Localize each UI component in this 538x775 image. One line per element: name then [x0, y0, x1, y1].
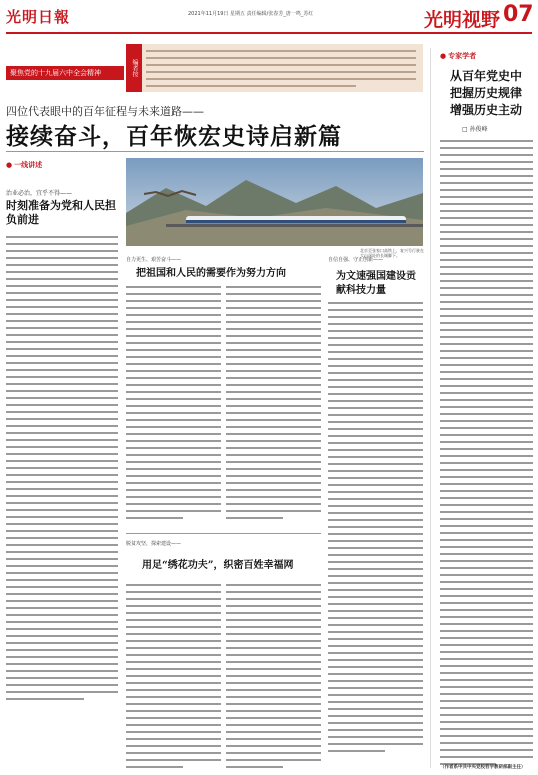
section-title: 用足“绣花功夫”，织密百姓幸福网 — [142, 560, 294, 571]
section-badge: ● 一线讲述 — [6, 160, 42, 170]
headline-rule — [6, 151, 424, 152]
column-divider — [430, 48, 431, 768]
section-kicker: 脱贫攻坚，探索建设—— — [126, 541, 182, 547]
section-kicker: 自力更生、艰苦奋斗—— — [126, 257, 182, 263]
section-title: 把祖国和人民的需要作为努力方向 — [136, 268, 286, 279]
section-title: 为文速强国建设贡献科技力量 — [336, 271, 416, 296]
header-rule — [6, 32, 532, 34]
article-body — [126, 584, 221, 773]
main-headline: 接续奋斗，百年恢宏史诗启新篇 — [6, 123, 342, 150]
date-line: 2021年11月19日 星期五 责任编辑/张春芳_唐一鸣_苏红 — [188, 11, 314, 17]
editor-note-tag: 编者按 — [126, 44, 142, 92]
section-kicker: 自信自强、守正创新—— — [328, 257, 384, 263]
article-body — [226, 286, 321, 524]
title-line: 增强历史主动 — [449, 103, 522, 117]
article-body — [328, 302, 423, 757]
author-note: （作者系中共中央党校哲学教研部副主任） — [440, 765, 526, 770]
title-line: 把握历史规律 — [449, 86, 522, 100]
section-name: 光明视野 — [424, 9, 501, 31]
page-number: 07 — [503, 2, 534, 27]
opinion-title — [440, 68, 532, 119]
section-badge: ● 专家学者 — [440, 51, 476, 61]
editor-note-box — [126, 44, 423, 92]
byline: □ 孙俊峰 — [462, 126, 488, 133]
series-tag: 聚焦党的十九届六中全会精神 — [6, 66, 124, 80]
train-photo — [126, 158, 423, 246]
section-title: 时刻准备为党和人民担负前进 — [6, 199, 116, 226]
title-line: 从百年党史中 — [449, 69, 522, 83]
article-body — [226, 584, 321, 773]
newspaper-masthead: 光明日報 — [6, 8, 71, 26]
photo-caption: 北京至张家口高铁上，复兴号行驶在大山深处的长城脚下。 — [360, 248, 424, 258]
article-body — [6, 236, 118, 705]
main-kicker: 四位代表眼中的百年征程与未来道路—— — [6, 105, 204, 118]
article-body — [440, 140, 533, 770]
section-kicker: 治业必治，宜乎不得—— — [6, 190, 73, 197]
section-rule — [126, 533, 321, 534]
article-body — [126, 286, 221, 524]
